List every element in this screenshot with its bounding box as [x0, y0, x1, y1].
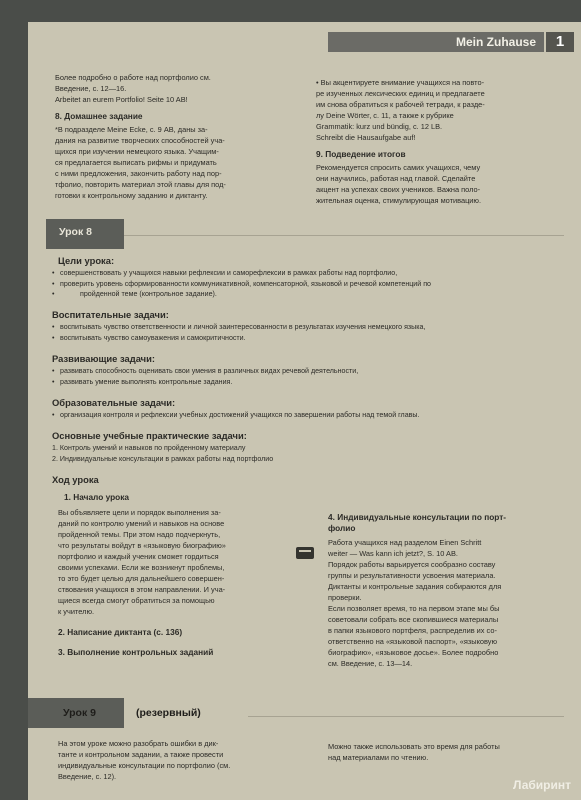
intro-line-2: Введение, с. 12—16.	[55, 84, 127, 93]
goal-item: • проверить уровень сформированности коммуникативной, компенсаторной, языковой и речевой компетенций по	[52, 279, 562, 290]
consult-line-9: в папки языкового портфеля, распределив их со-	[328, 626, 497, 635]
l9-left-line-2: танте и контрольном задании, а также провести	[58, 750, 224, 759]
start-heading: 1. Начало урока	[64, 492, 129, 502]
l9-right-line-1: Можно также использовать это время для работы	[328, 742, 500, 751]
summary-line-3: акцент на успехах своих учеников. Важна поло-	[316, 185, 481, 194]
watermark-logo: Лабиринт	[512, 778, 571, 792]
consult-line-12: см. Введение, с. 13—14.	[328, 659, 413, 668]
start-line-3: пройденной темы. При этом надо подчеркнуть,	[58, 530, 221, 539]
right-line-3: им снова обратиться к рабочей тетради, к разде-	[316, 100, 485, 109]
consult-line-8: советовали собрать все скопившиеся материалы	[328, 615, 499, 624]
consult-line-5: Диктанты и контрольные задания собираются для	[328, 582, 502, 591]
dev-item: • развивать умение выполнять контрольные задания.	[52, 377, 562, 388]
start-line-10: к учителю.	[58, 607, 95, 616]
lesson-8-label: Урок 8	[59, 226, 92, 238]
consult-line-10: ответственно на «языковой паспорт», «языковую	[328, 637, 498, 646]
edu-item: • воспитывать чувство ответственности и личной заинтересованности в результатах изучения немецкого языка,	[52, 322, 562, 333]
lesson-8-rule	[124, 235, 564, 236]
l9-right-line-2: над материалами по чтению.	[328, 753, 429, 762]
consult-heading-2: фолио	[328, 523, 356, 533]
intro-line-1: Более подробно о работе над портфолио см.	[55, 73, 211, 82]
consult-heading-1: 4. Индивидуальные консультации по порт-	[328, 512, 507, 522]
goals-list	[52, 268, 562, 300]
educ-list	[52, 410, 562, 421]
book-page	[28, 22, 581, 800]
l9-left-line-3: индивидуальные консультации по портфолио (см.	[58, 761, 231, 770]
consult-line-4: группы и результативности усвоения материала.	[328, 571, 496, 580]
summary-line-2: они научились, работая над главой. Сделайте	[316, 174, 476, 183]
dictation-heading: 2. Написание диктанта (с. 136)	[58, 627, 183, 637]
goal-item: • пройденной теме (контрольное задание).	[52, 289, 562, 300]
right-line-5: Grammatik: kurz und bündig, с. 12 LB.	[316, 122, 443, 131]
hw-line-3: щихся при изучении немецкого языка. Учащим-	[55, 147, 219, 156]
hw-line-1: *В подразделе Meine Ecke, с. 9 АВ, даны за-	[55, 125, 208, 134]
main-tasks-heading: Основные учебные практические задачи:	[52, 430, 247, 441]
start-line-4: что результаты войдут в «языковую биографию»	[58, 541, 226, 550]
consult-line-1: Работа учащихся над разделом Einen Schritt	[328, 538, 482, 547]
start-line-6: своими успехами. Если же возникнут проблемы,	[58, 563, 225, 572]
lesson-course-heading: Ход урока	[52, 474, 99, 485]
goals-heading: Цели урока:	[58, 255, 115, 266]
right-line-6: Schreibt die Hausaufgabe auf!	[316, 133, 416, 142]
lesson-9-rule	[248, 716, 564, 717]
main-task-item: 1. Контроль умений и навыков по пройденному материалу	[52, 444, 246, 452]
assignment-line: Arbeitet an eurem Portfolio! Seite 10 AB!	[55, 95, 188, 104]
start-line-2: даний по контролю умений и навыков на основе	[58, 519, 225, 528]
start-line-1: Вы объявляете цели и порядок выполнения за-	[58, 508, 221, 517]
hw-line-6: тфолио, повторить материал этой главы для под-	[55, 180, 226, 189]
dev-list	[52, 366, 562, 387]
educ-heading: Образовательные задачи:	[52, 397, 176, 408]
chapter-header	[28, 32, 581, 52]
edu-item: • воспитывать чувство самоуважения и самокритичности.	[52, 333, 562, 344]
hw-line-5: с ними предложения, закончить работу над пор-	[55, 169, 222, 178]
summary-heading: 9. Подведение итогов	[316, 149, 406, 159]
edu-list	[52, 322, 562, 343]
summary-line-4: жительная оценка, стимулирующая мотивацию.	[316, 196, 482, 205]
consult-line-3: Порядок работы варьируется сообразно составу	[328, 560, 496, 569]
right-line-4: лу Deine Wörter, с. 11, а также к рубрике	[316, 111, 454, 120]
homework-heading: 8. Домашнее задание	[55, 111, 143, 121]
main-task-item: 2. Индивидуальные консультации в рамках работы над портфолио	[52, 454, 274, 463]
l9-left-line-1: На этом уроке можно разобрать ошибки в дик-	[58, 739, 219, 748]
main-tasks-list	[52, 443, 562, 464]
summary-line-1: Рекомендуется спросить самих учащихся, чему	[316, 163, 481, 172]
start-line-8: ствования учащихся в этом направлении. И уча-	[58, 585, 226, 594]
start-line-7: то это будет целью для дальнейшего совершен-	[58, 574, 225, 583]
lesson-9-label: Урок 9	[63, 707, 96, 719]
consult-line-2: weiter — Was kann ich jetzt?, S. 10 AB.	[328, 549, 458, 558]
right-line-1: • Вы акцентируете внимание учащихся на повто-	[316, 78, 485, 87]
chapter-number: 1	[546, 32, 574, 52]
lesson-9-note: (резервный)	[136, 707, 201, 719]
tasks-heading: 3. Выполнение контрольных заданий	[58, 647, 214, 657]
goal-item: • совершенствовать у учащихся навыки рефлексии и саморефлексии в рамках работы над портфолио,	[52, 268, 562, 279]
consult-line-11: биографию», «языковое досье». Более подробно	[328, 648, 499, 657]
consult-line-6: проверки.	[328, 593, 362, 602]
start-line-9: щиеся всегда смогут обратиться за помощью	[58, 596, 215, 605]
hw-line-7: готовки к контрольному заданию и диктанту.	[55, 191, 208, 200]
hw-line-4: ся предлагается выписать рифмы и придумать	[55, 158, 217, 167]
edu-heading: Воспитательные задачи:	[52, 309, 169, 320]
consult-line-7: Если позволяет время, то на первом этапе мы бы	[328, 604, 500, 613]
right-line-2: ре изученных лексических единиц и предлагаете	[316, 89, 485, 98]
educ-item: • организация контроля и рефлексии учебных достижений учащихся по завершении работы над темой главы.	[52, 410, 562, 421]
dev-heading: Развивающие задачи:	[52, 353, 156, 364]
hw-line-2: дания на развитие творческих способностей уча-	[55, 136, 225, 145]
notebook-icon	[296, 547, 314, 559]
chapter-title: Mein Zuhause	[328, 32, 544, 52]
dev-item: • развивать способность оценивать свои умения в различных видах речевой деятельности,	[52, 366, 562, 377]
l9-left-line-4: Введение, с. 12).	[58, 772, 117, 781]
start-line-5: портфолио и каждый ученик сможет гордиться	[58, 552, 219, 561]
